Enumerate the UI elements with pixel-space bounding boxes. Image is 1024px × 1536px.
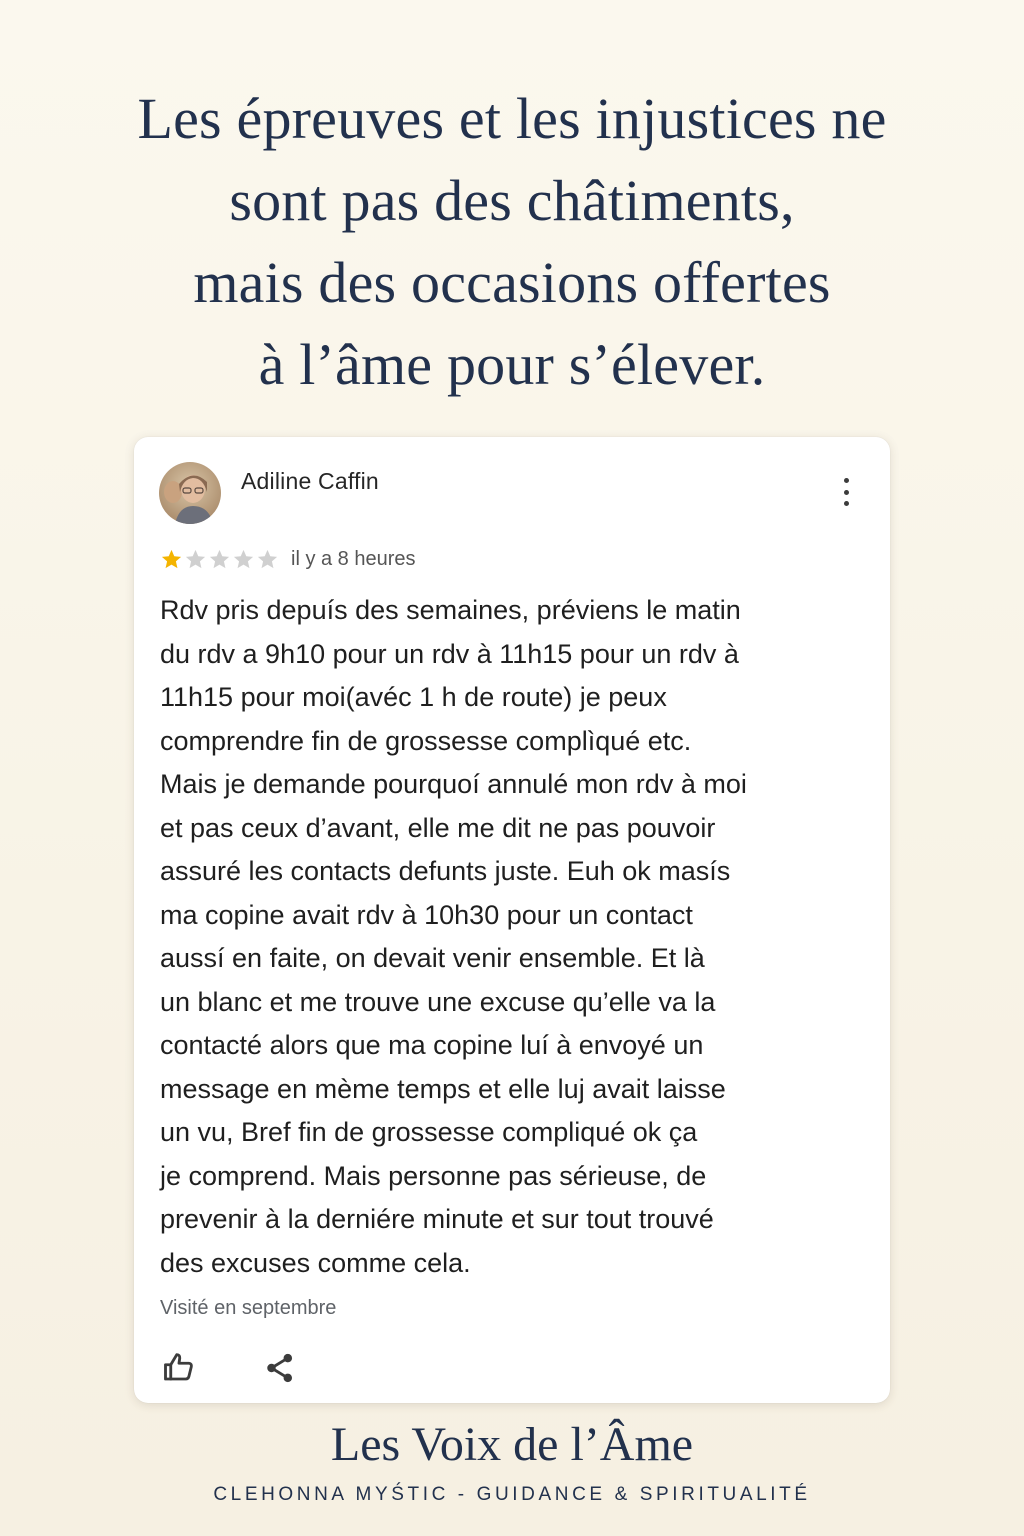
review-text-line: aussí en faite, on devait venir ensemble. Et là bbox=[160, 943, 705, 973]
menu-dot bbox=[844, 490, 849, 495]
review-card bbox=[134, 437, 890, 1403]
review-text-line: Rdv pris depuís des semaines, préviens le matin bbox=[160, 595, 741, 625]
review-text-line: je comprend. Mais personne pas sérieuse, de bbox=[160, 1160, 707, 1191]
quote-heading bbox=[0, 78, 1024, 406]
star-empty-icon bbox=[184, 548, 207, 571]
review-text-line: prevenir à la derniére minute et sur tout trouvé bbox=[160, 1204, 714, 1234]
star-empty-icon bbox=[256, 548, 279, 571]
brand-subtitle: CLEHONNA MYŚTIC - GUIDANCE & SPIRITUALITÉ bbox=[213, 1484, 811, 1505]
star-empty-icon bbox=[232, 548, 255, 571]
star-filled-icon bbox=[160, 548, 183, 571]
quote-line: à l’âme pour s’élever. bbox=[258, 332, 766, 397]
review-text-line: un vu, Bref fin de grossesse compliqué ok ça bbox=[160, 1117, 698, 1147]
review-text-line: message en mème temps et elle luj avait laisse bbox=[160, 1073, 726, 1104]
review-text-line: du rdv a 9h10 pour un rdv à 11h15 pour un rdv à bbox=[160, 638, 739, 669]
author-name[interactable]: Adiline Caffin bbox=[241, 468, 379, 494]
review-text-line: et pas ceux d’avant, elle me dit ne pas pouvoir bbox=[160, 812, 716, 843]
review-text-line: ma copine avait rdv à 10h30 pour un contact bbox=[160, 899, 693, 930]
star-empty-icon bbox=[208, 548, 231, 571]
share-icon[interactable] bbox=[263, 1351, 297, 1385]
review-text-line: assuré les contacts defunts juste. Euh ok masís bbox=[160, 856, 731, 886]
thumb-up-icon[interactable] bbox=[161, 1349, 197, 1385]
rating-row bbox=[160, 548, 416, 571]
avatar[interactable] bbox=[159, 462, 221, 524]
quote-line: Les épreuves et les injustices ne bbox=[137, 86, 887, 151]
menu-dot bbox=[844, 478, 849, 483]
more-vert-icon[interactable] bbox=[832, 475, 860, 509]
menu-dot bbox=[844, 501, 849, 506]
review-time: il y a 8 heures bbox=[291, 548, 416, 570]
quote-line: sont pas des châtiments, bbox=[229, 168, 795, 233]
review-text-line: Mais je demande pourquoí annulé mon rdv à moi bbox=[160, 769, 747, 799]
review-text bbox=[160, 589, 860, 1285]
review-text-line: contacté alors que ma copine luí à envoyé un bbox=[160, 1030, 704, 1060]
visited-date: Visité en septembre bbox=[160, 1297, 337, 1319]
review-text-line: des excuses comme cela. bbox=[160, 1247, 471, 1278]
star-rating bbox=[160, 548, 279, 571]
review-text-line: un blanc et me trouve une excuse qu’elle va la bbox=[160, 986, 716, 1017]
quote-line: mais des occasions offertes bbox=[193, 250, 831, 315]
review-text-line: 11h15 pour moi(avéc 1 h de route) je peux bbox=[160, 682, 667, 712]
brand-title: Les Voix de l’Âme bbox=[330, 1418, 694, 1471]
review-text-line: comprendre fin de grossesse complìqué etc. bbox=[160, 725, 692, 756]
